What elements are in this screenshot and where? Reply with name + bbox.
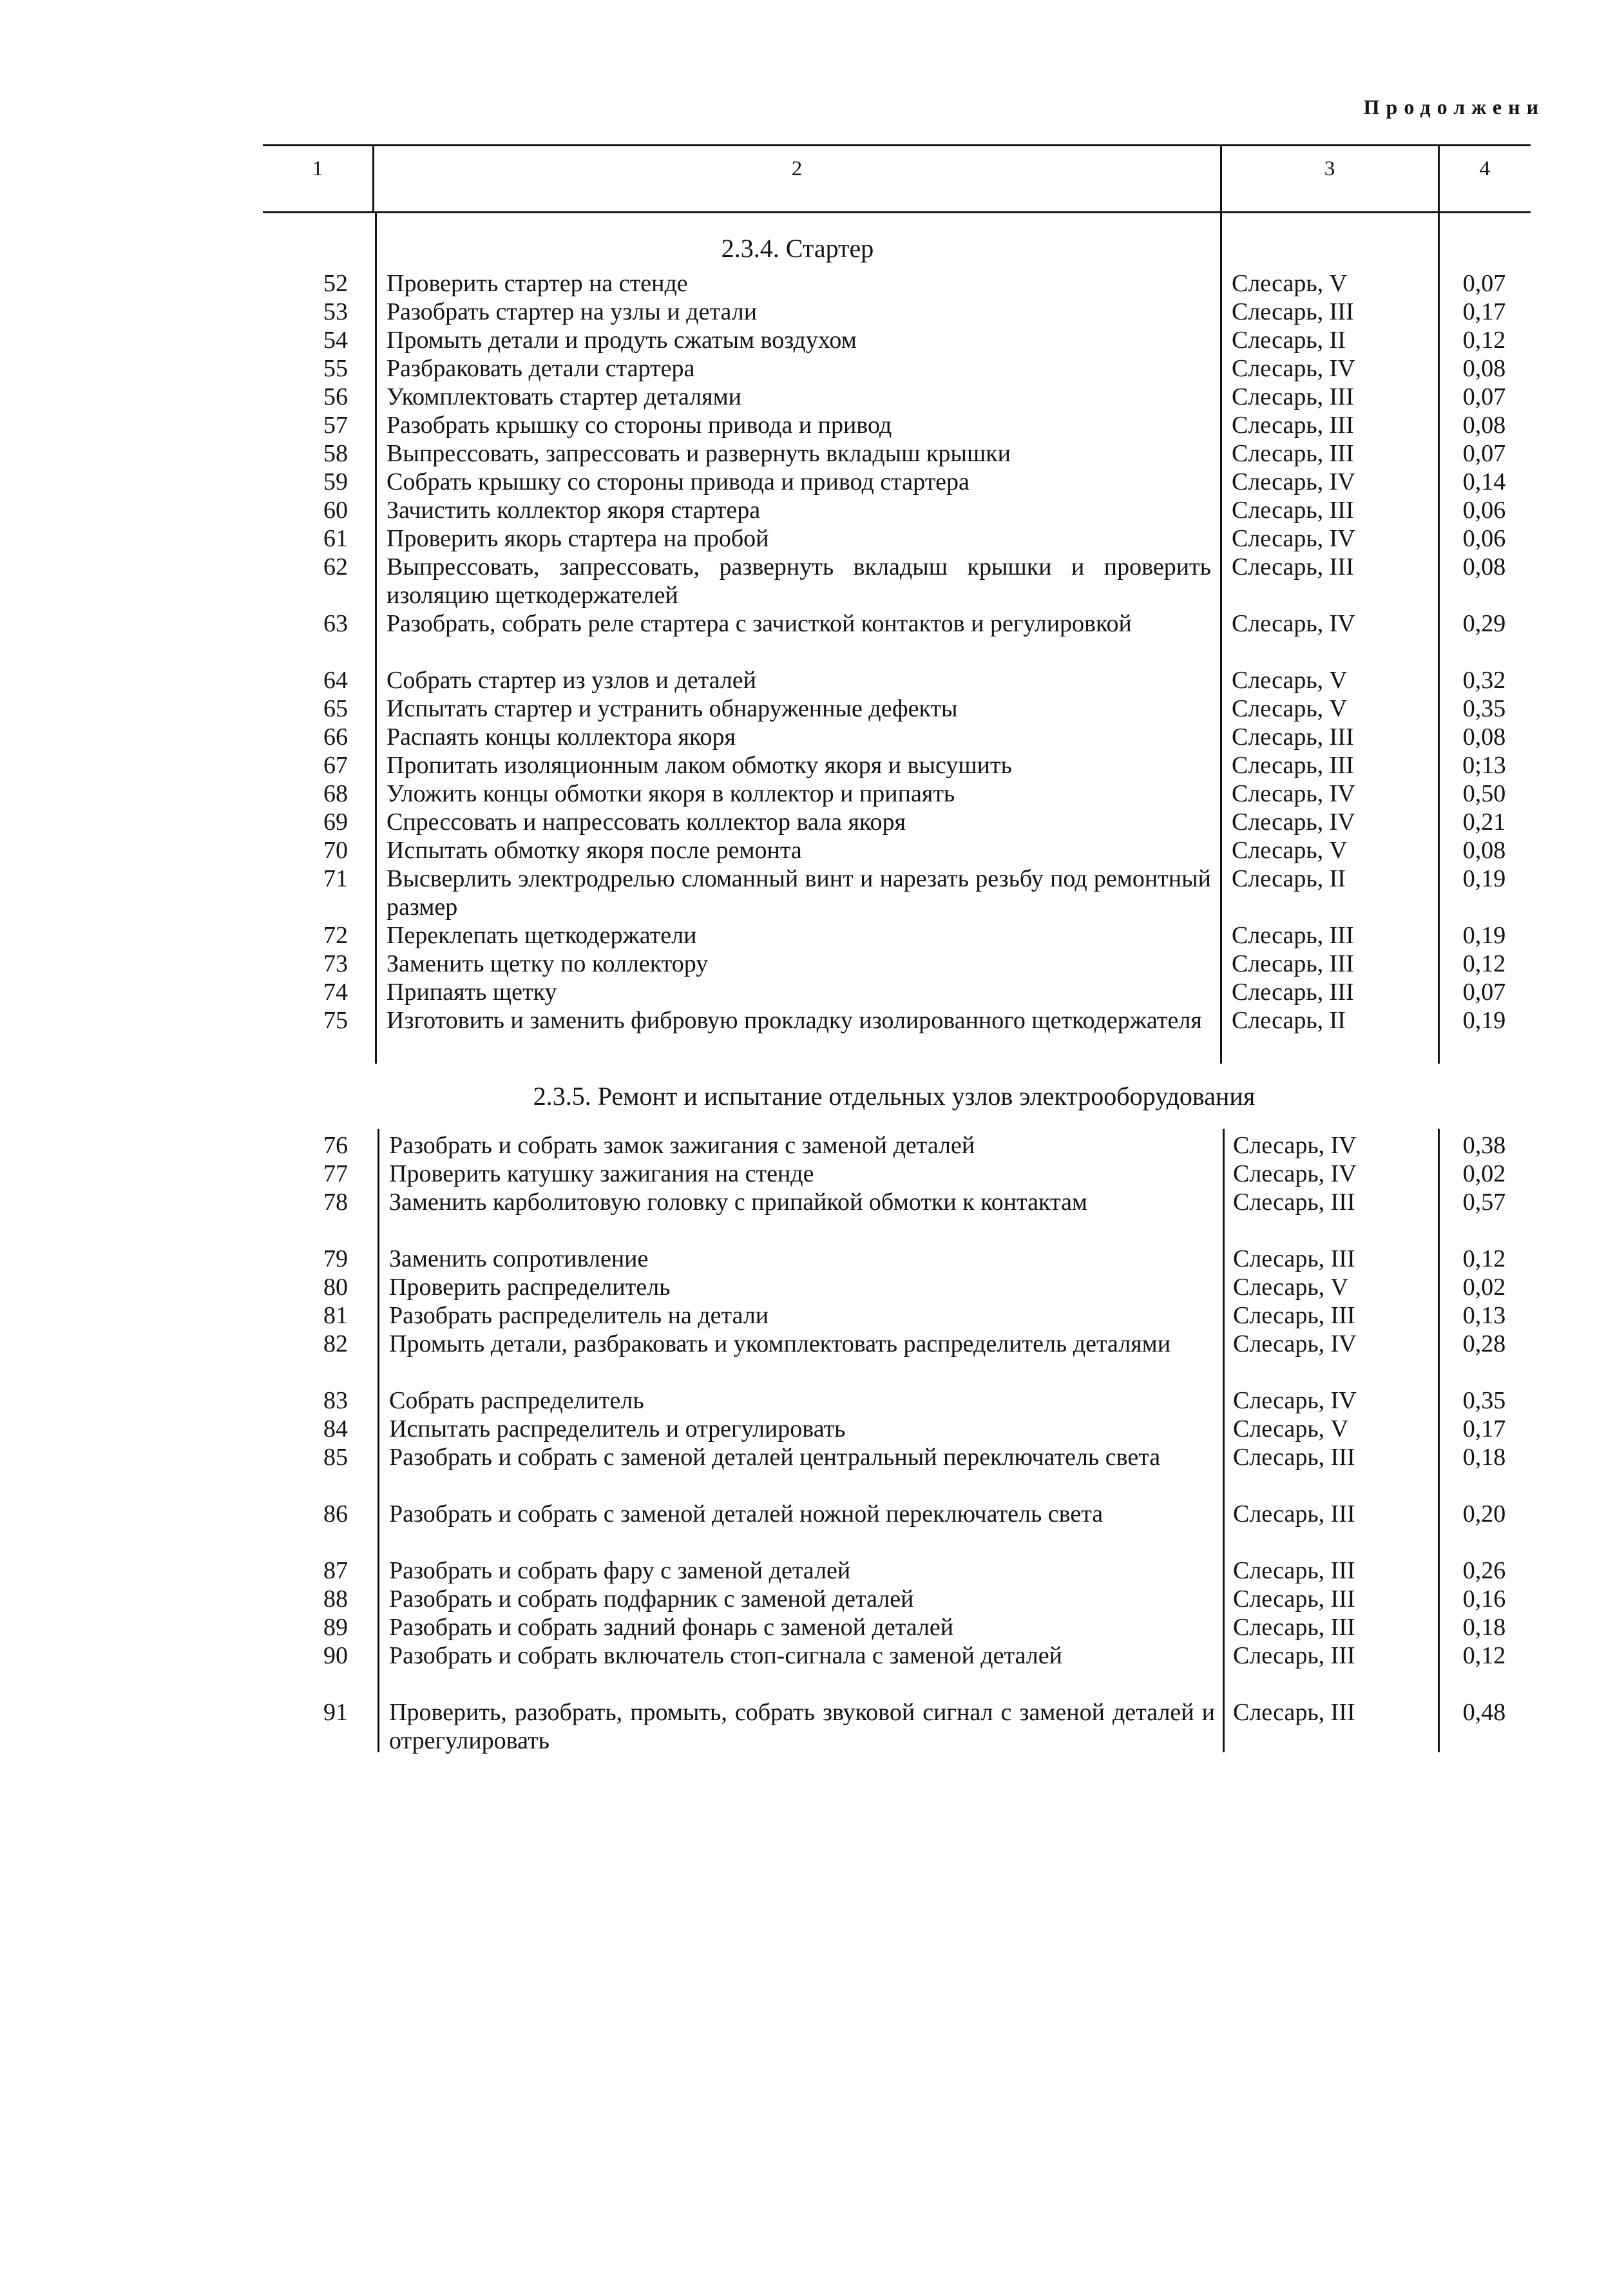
row-number: 80 bbox=[323, 1274, 348, 1301]
time-norm: 0,17 bbox=[1462, 298, 1506, 325]
row-number: 84 bbox=[323, 1415, 348, 1442]
operation-text: Укомплектовать стартер деталями bbox=[387, 383, 741, 410]
table-row bbox=[0, 354, 1624, 383]
worker-grade: Слесарь, V bbox=[1232, 270, 1348, 297]
operation-text: Разобрать распределитель на детали bbox=[389, 1302, 769, 1329]
table-row bbox=[0, 780, 1624, 808]
operation-text: Разобрать, собрать реле стартера с зачисткой контактов и регулировкой bbox=[387, 610, 1132, 637]
operation-text: Проверить стартер на стенде bbox=[387, 270, 688, 297]
time-norm: 0,08 bbox=[1462, 355, 1506, 382]
row-number: 53 bbox=[323, 298, 348, 325]
time-norm: 0,28 bbox=[1462, 1330, 1506, 1357]
table-row bbox=[0, 950, 1624, 978]
time-norm: 0,06 bbox=[1462, 525, 1506, 552]
table-row bbox=[0, 411, 1624, 439]
row-number: 74 bbox=[323, 979, 348, 1006]
worker-grade: Слесарь, III bbox=[1233, 1614, 1355, 1641]
table-row bbox=[0, 723, 1624, 751]
time-norm: 0,19 bbox=[1462, 922, 1506, 949]
operation-text: Испытать обмотку якоря после ремонта bbox=[387, 837, 802, 864]
row-number: 90 bbox=[323, 1642, 348, 1669]
time-norm: 0,19 bbox=[1462, 1007, 1506, 1034]
table-row bbox=[0, 553, 1624, 609]
table-row bbox=[0, 1443, 1624, 1500]
operation-text: Проверить распределитель bbox=[389, 1274, 671, 1301]
time-norm: 0,26 bbox=[1462, 1557, 1506, 1584]
operation-text: Разобрать и собрать с заменой деталей центральный переключатель света bbox=[389, 1444, 1161, 1471]
time-norm: 0,08 bbox=[1462, 837, 1506, 864]
table-row bbox=[0, 609, 1624, 666]
table-row bbox=[0, 1415, 1624, 1443]
worker-grade: Слесарь, V bbox=[1232, 695, 1348, 722]
row-number: 58 bbox=[323, 440, 348, 467]
worker-grade: Слесарь, III bbox=[1232, 440, 1354, 467]
row-number: 64 bbox=[323, 667, 348, 694]
row-number: 65 bbox=[323, 695, 348, 722]
row-number: 66 bbox=[323, 723, 348, 751]
table-row bbox=[0, 1500, 1624, 1556]
table-row bbox=[0, 439, 1624, 468]
time-norm: 0,18 bbox=[1462, 1444, 1506, 1471]
time-norm: 0,08 bbox=[1462, 723, 1506, 751]
operation-text: Испытать распределитель и отрегулировать bbox=[389, 1415, 846, 1442]
operation-text: Разбраковать детали стартера bbox=[387, 355, 695, 382]
time-norm: 0,21 bbox=[1462, 809, 1506, 836]
table-row bbox=[0, 1245, 1624, 1273]
time-norm: 0,50 bbox=[1462, 780, 1506, 807]
operation-text: Проверить катушку зажигания на стенде bbox=[389, 1160, 814, 1187]
time-norm: 0,02 bbox=[1462, 1274, 1506, 1301]
table-row bbox=[0, 1698, 1624, 1755]
time-norm: 0,18 bbox=[1462, 1614, 1506, 1641]
operation-text: Разобрать и собрать с заменой деталей ножной переключатель света bbox=[389, 1500, 1103, 1527]
row-number: 86 bbox=[323, 1500, 348, 1527]
row-number: 54 bbox=[323, 327, 348, 354]
operation-text: Собрать крышку со стороны привода и привод стартера bbox=[387, 468, 970, 495]
time-norm: 0,13 bbox=[1462, 1302, 1506, 1329]
worker-grade: Слесарь, III bbox=[1232, 298, 1354, 325]
row-number: 91 bbox=[323, 1699, 348, 1726]
worker-grade: Слесарь, III bbox=[1233, 1302, 1355, 1329]
table-row bbox=[0, 921, 1624, 950]
worker-grade: Слесарь, III bbox=[1232, 412, 1354, 439]
operation-text: Собрать распределитель bbox=[389, 1387, 644, 1414]
worker-grade: Слесарь, IV bbox=[1233, 1330, 1357, 1357]
operation-text: Разобрать крышку со стороны привода и привод bbox=[387, 412, 892, 439]
table-top-rule bbox=[263, 144, 1531, 146]
operation-text: Разобрать стартер на узлы и детали bbox=[387, 298, 758, 325]
worker-grade: Слесарь, V bbox=[1233, 1274, 1349, 1301]
worker-grade: Слесарь, IV bbox=[1232, 780, 1355, 807]
table-row bbox=[0, 808, 1624, 836]
table-row bbox=[0, 1273, 1624, 1301]
time-norm: 0,32 bbox=[1462, 667, 1506, 694]
section-2-rows bbox=[0, 1131, 1624, 1755]
worker-grade: Слесарь, IV bbox=[1233, 1387, 1357, 1414]
time-norm: 0,38 bbox=[1462, 1132, 1506, 1159]
row-number: 52 bbox=[323, 270, 348, 297]
table-row bbox=[0, 836, 1624, 865]
row-number: 83 bbox=[323, 1387, 348, 1414]
row-number: 59 bbox=[323, 468, 348, 495]
worker-grade: Слесарь, III bbox=[1233, 1444, 1355, 1471]
worker-grade: Слесарь, IV bbox=[1232, 525, 1355, 552]
operation-text: Заменить карболитовую головку с припайкой обмотки к контактам bbox=[389, 1189, 1087, 1216]
worker-grade: Слесарь, III bbox=[1232, 497, 1354, 524]
operation-text: Переклепать щеткодержатели bbox=[387, 922, 697, 949]
time-norm: 0,17 bbox=[1462, 1415, 1506, 1442]
table-row bbox=[0, 326, 1624, 354]
table-row bbox=[0, 1330, 1624, 1386]
row-number: 68 bbox=[323, 780, 348, 807]
table-row bbox=[0, 865, 1624, 921]
time-norm: 0,19 bbox=[1462, 865, 1506, 892]
worker-grade: Слесарь, II bbox=[1232, 1007, 1346, 1034]
operation-text: Уложить концы обмотки якоря в коллектор и припаять bbox=[387, 780, 955, 807]
time-norm: 0,02 bbox=[1462, 1160, 1506, 1187]
continuation-label: Продолжени bbox=[1363, 95, 1545, 119]
operation-text: Разобрать и собрать включатель стоп-сигнала с заменой деталей bbox=[389, 1642, 1062, 1669]
time-norm: 0,12 bbox=[1462, 1245, 1506, 1272]
time-norm: 0,06 bbox=[1462, 497, 1506, 524]
operation-text: Промыть детали и продуть сжатым воздухом bbox=[387, 327, 857, 354]
operation-text: Разобрать и собрать задний фонарь с заменой деталей bbox=[389, 1614, 954, 1641]
operation-text: Зачистить коллектор якоря стартера bbox=[387, 497, 761, 524]
time-norm: 0,08 bbox=[1462, 412, 1506, 439]
table-row bbox=[0, 298, 1624, 326]
worker-grade: Слесарь, III bbox=[1233, 1642, 1355, 1669]
worker-grade: Слесарь, III bbox=[1232, 553, 1354, 580]
time-norm: 0,48 bbox=[1462, 1699, 1506, 1726]
worker-grade: Слесарь, III bbox=[1233, 1585, 1355, 1613]
worker-grade: Слесарь, III bbox=[1233, 1245, 1355, 1272]
operation-text: Собрать стартер из узлов и деталей bbox=[387, 667, 757, 694]
operation-text: Заменить щетку по коллектору bbox=[387, 950, 709, 977]
time-norm: 0;13 bbox=[1462, 752, 1506, 779]
operation-text: Пропитать изоляционным лаком обмотку якоря и высушить bbox=[387, 752, 1012, 779]
column-header-4: 4 bbox=[1479, 157, 1491, 180]
table-row bbox=[0, 694, 1624, 723]
time-norm: 0,35 bbox=[1462, 695, 1506, 722]
table-row bbox=[0, 1642, 1624, 1698]
time-norm: 0,29 bbox=[1462, 610, 1506, 637]
row-number: 70 bbox=[323, 837, 348, 864]
time-norm: 0,57 bbox=[1462, 1189, 1506, 1216]
worker-grade: Слесарь, III bbox=[1232, 383, 1354, 410]
row-number: 67 bbox=[323, 752, 348, 779]
table-row bbox=[0, 383, 1624, 411]
time-norm: 0,20 bbox=[1462, 1500, 1506, 1527]
row-number: 82 bbox=[323, 1330, 348, 1357]
row-number: 60 bbox=[323, 497, 348, 524]
row-number: 87 bbox=[323, 1557, 348, 1584]
time-norm: 0,12 bbox=[1462, 950, 1506, 977]
operation-text: Припаять щетку bbox=[387, 979, 557, 1006]
operation-text: Проверить, разобрать, промыть, собрать звуковой сигнал с заменой деталей и отрегулировать bbox=[389, 1699, 1215, 1754]
row-number: 76 bbox=[323, 1132, 348, 1159]
column-header-1: 1 bbox=[312, 157, 323, 180]
worker-grade: Слесарь, IV bbox=[1232, 809, 1355, 836]
table-row bbox=[0, 1301, 1624, 1330]
table-row bbox=[0, 269, 1624, 298]
section-title-electrical: 2.3.5. Ремонт и испытание отдельных узлов электрооборудования bbox=[533, 1082, 1256, 1111]
table-row bbox=[0, 1386, 1624, 1415]
worker-grade: Слесарь, IV bbox=[1233, 1160, 1357, 1187]
operation-text: Промыть детали, разбраковать и укомплектовать распределитель деталями bbox=[389, 1330, 1171, 1357]
row-number: 75 bbox=[323, 1007, 348, 1034]
worker-grade: Слесарь, II bbox=[1232, 865, 1346, 892]
operation-text: Высверлить электродрелью сломанный винт и нарезать резьбу под ремонтный размер bbox=[387, 865, 1211, 921]
operation-text: Испытать стартер и устранить обнаруженные дефекты bbox=[387, 695, 958, 722]
table-row bbox=[0, 978, 1624, 1006]
row-number: 85 bbox=[323, 1444, 348, 1471]
row-number: 73 bbox=[323, 950, 348, 977]
table-header-rule bbox=[263, 211, 1531, 213]
row-number: 88 bbox=[323, 1585, 348, 1613]
time-norm: 0,08 bbox=[1462, 553, 1506, 580]
row-number: 81 bbox=[323, 1302, 348, 1329]
worker-grade: Слесарь, III bbox=[1233, 1500, 1355, 1527]
row-number: 57 bbox=[323, 412, 348, 439]
worker-grade: Слесарь, IV bbox=[1232, 610, 1355, 637]
worker-grade: Слесарь, IV bbox=[1232, 468, 1355, 495]
section-title-starter: 2.3.4. Стартер bbox=[721, 234, 874, 263]
row-number: 56 bbox=[323, 383, 348, 410]
time-norm: 0,35 bbox=[1462, 1387, 1506, 1414]
worker-grade: Слесарь, IV bbox=[1233, 1132, 1357, 1159]
table-row bbox=[0, 751, 1624, 780]
table-row bbox=[0, 1188, 1624, 1245]
worker-grade: Слесарь, II bbox=[1232, 327, 1346, 354]
operation-text: Выпрессовать, запрессовать, развернуть вкладыш крышки и проверить изоляцию щеткодержателей bbox=[387, 553, 1211, 609]
worker-grade: Слесарь, III bbox=[1232, 922, 1354, 949]
operation-text: Спрессовать и напрессовать коллектор вала якоря bbox=[387, 809, 906, 836]
table-row bbox=[0, 1556, 1624, 1585]
operation-text: Проверить якорь стартера на пробой bbox=[387, 525, 769, 552]
time-norm: 0,07 bbox=[1462, 383, 1506, 410]
table-row bbox=[0, 1160, 1624, 1188]
row-number: 89 bbox=[323, 1614, 348, 1641]
row-number: 71 bbox=[323, 865, 348, 892]
operation-text: Изготовить и заменить фибровую прокладку изолированного щеткодержателя bbox=[387, 1007, 1202, 1034]
worker-grade: Слесарь, III bbox=[1233, 1189, 1355, 1216]
worker-grade: Слесарь, III bbox=[1232, 979, 1354, 1006]
column-header-3: 3 bbox=[1324, 157, 1335, 180]
operation-text: Выпрессовать, запрессовать и развернуть вкладыш крышки bbox=[387, 440, 1011, 467]
operation-text: Заменить сопротивление bbox=[389, 1245, 649, 1272]
worker-grade: Слесарь, V bbox=[1232, 837, 1348, 864]
table-row bbox=[0, 524, 1624, 553]
row-number: 62 bbox=[323, 553, 348, 580]
section-1-rows bbox=[0, 269, 1624, 1063]
worker-grade: Слесарь, V bbox=[1232, 667, 1348, 694]
table-row bbox=[0, 1006, 1624, 1063]
operation-text: Распаять концы коллектора якоря bbox=[387, 723, 736, 751]
worker-grade: Слесарь, III bbox=[1233, 1699, 1355, 1726]
table-row bbox=[0, 1585, 1624, 1613]
table-row bbox=[0, 666, 1624, 694]
row-number: 78 bbox=[323, 1189, 348, 1216]
worker-grade: Слесарь, III bbox=[1232, 752, 1354, 779]
time-norm: 0,07 bbox=[1462, 440, 1506, 467]
table-row bbox=[0, 468, 1624, 496]
row-number: 72 bbox=[323, 922, 348, 949]
time-norm: 0,14 bbox=[1462, 468, 1506, 495]
row-number: 63 bbox=[323, 610, 348, 637]
time-norm: 0,16 bbox=[1462, 1585, 1506, 1613]
table-row bbox=[0, 1131, 1624, 1160]
row-number: 77 bbox=[323, 1160, 348, 1187]
worker-grade: Слесарь, IV bbox=[1232, 355, 1355, 382]
row-number: 79 bbox=[323, 1245, 348, 1272]
time-norm: 0,12 bbox=[1462, 1642, 1506, 1669]
row-number: 61 bbox=[323, 525, 348, 552]
operation-text: Разобрать и собрать замок зажигания с заменой деталей bbox=[389, 1132, 975, 1159]
worker-grade: Слесарь, III bbox=[1233, 1557, 1355, 1584]
time-norm: 0,07 bbox=[1462, 270, 1506, 297]
time-norm: 0,07 bbox=[1462, 979, 1506, 1006]
table-row bbox=[0, 1613, 1624, 1642]
row-number: 69 bbox=[323, 809, 348, 836]
column-header-2: 2 bbox=[791, 157, 803, 180]
worker-grade: Слесарь, III bbox=[1232, 723, 1354, 751]
table-row bbox=[0, 496, 1624, 524]
row-number: 55 bbox=[323, 355, 348, 382]
worker-grade: Слесарь, V bbox=[1233, 1415, 1349, 1442]
worker-grade: Слесарь, III bbox=[1232, 950, 1354, 977]
time-norm: 0,12 bbox=[1462, 327, 1506, 354]
operation-text: Разобрать и собрать подфарник с заменой деталей bbox=[389, 1585, 914, 1613]
operation-text: Разобрать и собрать фару с заменой деталей bbox=[389, 1557, 851, 1584]
